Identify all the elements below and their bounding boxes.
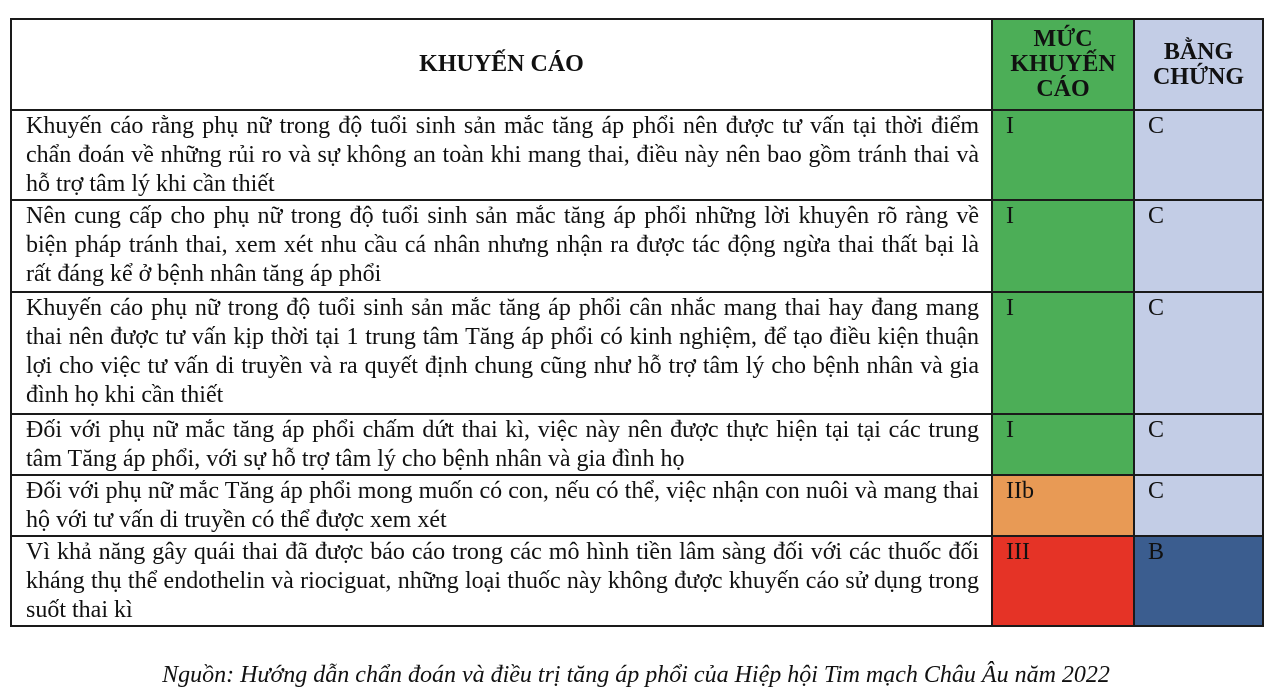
table-row [11, 110, 1263, 200]
level-cell: I [992, 200, 1134, 292]
header-evidence: BẰNG CHỨNG [1134, 19, 1263, 110]
level-cell: I [992, 110, 1134, 200]
evidence-cell: B [1134, 536, 1263, 626]
evidence-cell: C [1134, 110, 1263, 200]
evidence-cell: C [1134, 200, 1263, 292]
recommendation-cell: Khuyến cáo rằng phụ nữ trong độ tuổi sinh sản mắc tăng áp phổi nên được tư vấn tại thời điểm chẩn đoán về những rủi ro và sự không an toàn khi mang thai, điều này nên bao gồm tránh thai và hỗ trợ tâm lý khi cần thiết [11, 110, 992, 200]
recommendation-cell: Vì khả năng gây quái thai đã được báo cáo trong các mô hình tiền lâm sàng đối với các thuốc đối kháng thụ thể endothelin và riociguat, những loại thuốc này không được khuyến cáo sử dụng trong suốt thai kì [11, 536, 992, 626]
recommendation-cell: Khuyến cáo phụ nữ trong độ tuổi sinh sản mắc tăng áp phổi cân nhắc mang thai hay đang mang thai nên được tư vấn kịp thời tại 1 trung tâm Tăng áp phổi có kinh nghiệm, để tạo điều kiện thuận lợi cho việc tư vấn di truyền và ra quyết định chung cũng như hỗ trợ tâm lý cho bệnh nhân và gia đình họ khi cần thiết [11, 292, 992, 414]
evidence-cell: C [1134, 414, 1263, 475]
level-cell: I [992, 292, 1134, 414]
recommendation-cell: Đối với phụ nữ mắc Tăng áp phổi mong muốn có con, nếu có thể, việc nhận con nuôi và mang thai hộ với tư vấn di truyền có thể được xem xét [11, 475, 992, 536]
header-recommendation-level: MỨC KHUYẾN CÁO [992, 19, 1134, 110]
evidence-cell: C [1134, 475, 1263, 536]
header-recommendation: KHUYẾN CÁO [11, 19, 992, 110]
table-row [11, 200, 1263, 292]
source-caption: Nguồn: Hướng dẫn chẩn đoán và điều trị tăng áp phổi của Hiệp hội Tim mạch Châu Âu năm 2022 [162, 662, 1110, 688]
table-row [11, 475, 1263, 536]
level-cell: III [992, 536, 1134, 626]
table-row [11, 536, 1263, 626]
level-cell: IIb [992, 475, 1134, 536]
recommendation-cell: Đối với phụ nữ mắc tăng áp phổi chấm dứt thai kì, việc này nên được thực hiện tại tại các trung tâm Tăng áp phổi, với sự hỗ trợ tâm lý cho bệnh nhân và gia đình họ [11, 414, 992, 475]
table-row [11, 414, 1263, 475]
table-header-row [11, 19, 1263, 110]
recommendation-table-container [10, 18, 1262, 627]
level-cell: I [992, 414, 1134, 475]
table-row [11, 292, 1263, 414]
recommendation-cell: Nên cung cấp cho phụ nữ trong độ tuổi sinh sản mắc tăng áp phổi những lời khuyên rõ ràng về biện pháp tránh thai, xem xét nhu cầu cá nhân nhưng nhận ra được tác động ngừa thai thất bại là rất đáng kể ở bệnh nhân tăng áp phổi [11, 200, 992, 292]
evidence-cell: C [1134, 292, 1263, 414]
recommendation-table [10, 18, 1264, 627]
